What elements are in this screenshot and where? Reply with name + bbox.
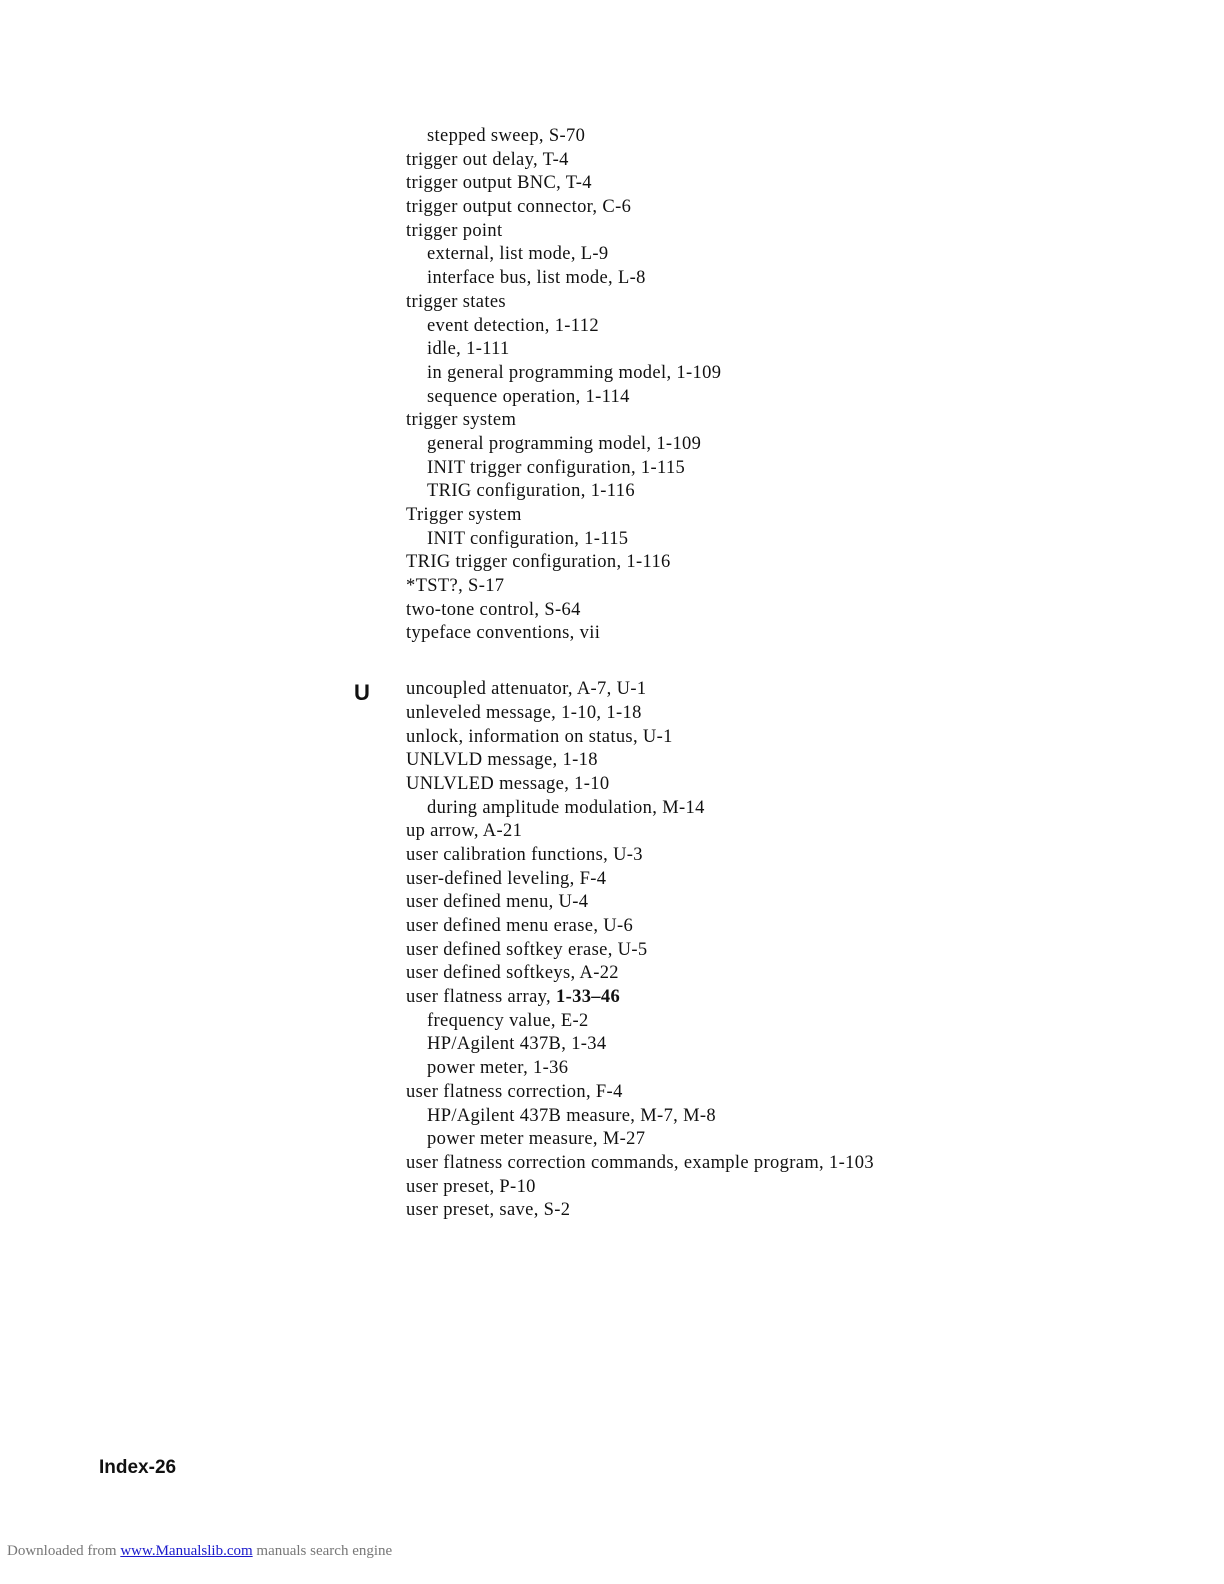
index-subentry bbox=[406, 1057, 1166, 1081]
index-entry bbox=[406, 678, 1166, 702]
index-entry bbox=[406, 504, 1166, 528]
entry-text: trigger states bbox=[406, 291, 506, 312]
index-subentry bbox=[406, 338, 1166, 362]
entry-text: event detection, 1-112 bbox=[427, 315, 599, 336]
entry-text: uncoupled attenuator, A-7, U-1 bbox=[406, 679, 647, 700]
entry-text: during amplitude modulation, M-14 bbox=[427, 797, 705, 818]
entry-text: interface bus, list mode, L-8 bbox=[427, 268, 646, 289]
entry-text: unlock, information on status, U-1 bbox=[406, 726, 673, 747]
index-entry bbox=[406, 1176, 1166, 1200]
entry-text: UNLVLED message, 1-10 bbox=[406, 773, 610, 794]
entry-text: user flatness array, bbox=[406, 987, 556, 1008]
index-group-t bbox=[406, 125, 1166, 646]
entry-text: HP/Agilent 437B, 1-34 bbox=[427, 1034, 607, 1055]
index-subentry bbox=[406, 386, 1166, 410]
entry-text: unleveled message, 1-10, 1-18 bbox=[406, 702, 642, 723]
index-entry bbox=[406, 220, 1166, 244]
index-entry bbox=[406, 172, 1166, 196]
index-subentry bbox=[406, 125, 1166, 149]
index-entry bbox=[406, 1152, 1166, 1176]
index-entry bbox=[406, 915, 1166, 939]
index-entry bbox=[406, 575, 1166, 599]
entry-text: user flatness correction, F-4 bbox=[406, 1081, 623, 1102]
index-subentry bbox=[406, 480, 1166, 504]
index-entry bbox=[406, 599, 1166, 623]
entry-text: user defined menu, U-4 bbox=[406, 892, 589, 913]
index-entry bbox=[406, 1081, 1166, 1105]
entry-text: user defined softkey erase, U-5 bbox=[406, 939, 648, 960]
entry-text: user defined menu erase, U-6 bbox=[406, 916, 634, 936]
entry-text: up arrow, A-21 bbox=[406, 821, 523, 842]
download-suffix: manuals search engine bbox=[252, 1543, 393, 1559]
manualslib-link[interactable]: www.Manualslib.com bbox=[120, 1543, 253, 1559]
index-entry bbox=[406, 726, 1166, 750]
index-subentry bbox=[406, 1128, 1166, 1152]
index-entry bbox=[406, 409, 1166, 433]
index-subentry bbox=[406, 528, 1166, 552]
entry-text: external, list mode, L-9 bbox=[427, 244, 609, 265]
index-subentry bbox=[406, 315, 1166, 339]
index-subentry bbox=[406, 1033, 1166, 1057]
index-entry bbox=[406, 986, 1166, 1010]
entry-text: user preset, save, S-2 bbox=[406, 1200, 571, 1221]
entry-text: user defined softkeys, A-22 bbox=[406, 963, 619, 984]
index-subentry bbox=[406, 1010, 1166, 1034]
index-subentry bbox=[406, 797, 1166, 821]
entry-text: TRIG trigger configuration, 1-116 bbox=[406, 552, 671, 573]
entry-text: TRIG configuration, 1-116 bbox=[427, 481, 635, 502]
entry-text: sequence operation, 1-114 bbox=[427, 386, 630, 407]
entry-text: *TST?, S-17 bbox=[406, 576, 505, 597]
index-subentry bbox=[406, 1105, 1166, 1129]
entry-text: stepped sweep, S-70 bbox=[427, 126, 586, 146]
index-subentry bbox=[406, 243, 1166, 267]
index-entry bbox=[406, 291, 1166, 315]
entry-text: trigger system bbox=[406, 410, 517, 431]
entry-text: typeface conventions, vii bbox=[406, 623, 601, 644]
index-entry bbox=[406, 868, 1166, 892]
index-entry bbox=[406, 551, 1166, 575]
entry-text: two-tone control, S-64 bbox=[406, 599, 581, 620]
index-entry bbox=[406, 1199, 1166, 1223]
index-subentry bbox=[406, 433, 1166, 457]
index-entry bbox=[406, 702, 1166, 726]
entry-text: user-defined leveling, F-4 bbox=[406, 868, 607, 889]
entry-text: trigger point bbox=[406, 220, 503, 241]
entry-primary-pages: 1-33–46 bbox=[555, 987, 621, 1008]
entry-text: power meter measure, M-27 bbox=[427, 1129, 646, 1150]
section-gap bbox=[406, 646, 1166, 678]
entry-text: idle, 1-111 bbox=[427, 339, 510, 360]
download-prefix: Downloaded from bbox=[7, 1543, 121, 1559]
entry-text: trigger output connector, C-6 bbox=[406, 197, 632, 218]
entry-text: power meter, 1-36 bbox=[427, 1058, 569, 1079]
entry-text: frequency value, E-2 bbox=[427, 1010, 589, 1031]
index-entry bbox=[406, 891, 1166, 915]
index-subentry bbox=[406, 267, 1166, 291]
index-group-u bbox=[406, 678, 1166, 1223]
section-letter-heading: U bbox=[354, 680, 370, 705]
entry-text: general programming model, 1-109 bbox=[427, 433, 702, 454]
index-entry bbox=[406, 939, 1166, 963]
entry-text: UNLVLD message, 1-18 bbox=[406, 750, 598, 771]
entry-text: user preset, P-10 bbox=[406, 1176, 536, 1197]
index-entry bbox=[406, 773, 1166, 797]
page-number: Index-26 bbox=[99, 1457, 177, 1478]
entry-text: HP/Agilent 437B measure, M-7, M-8 bbox=[427, 1105, 717, 1126]
index-subentry bbox=[406, 457, 1166, 481]
index-entry bbox=[406, 749, 1166, 773]
entry-text: trigger out delay, T-4 bbox=[406, 149, 569, 170]
index-entry bbox=[406, 196, 1166, 220]
entry-text: trigger output BNC, T-4 bbox=[406, 173, 592, 194]
entry-text: INIT trigger configuration, 1-115 bbox=[427, 457, 686, 478]
entry-text: user flatness correction commands, example program, 1-103 bbox=[406, 1152, 874, 1173]
index-entry bbox=[406, 820, 1166, 844]
index-entry bbox=[406, 844, 1166, 868]
download-attribution bbox=[7, 1542, 392, 1560]
index-entry bbox=[406, 149, 1166, 173]
entry-text: in general programming model, 1-109 bbox=[427, 362, 722, 383]
entry-text: user calibration functions, U-3 bbox=[406, 844, 643, 865]
index-entry bbox=[406, 962, 1166, 986]
index-subentry bbox=[406, 362, 1166, 386]
index-entries bbox=[406, 125, 1166, 1223]
entry-text: Trigger system bbox=[406, 505, 522, 525]
index-entry bbox=[406, 622, 1166, 646]
entry-text: INIT configuration, 1-115 bbox=[427, 528, 629, 549]
